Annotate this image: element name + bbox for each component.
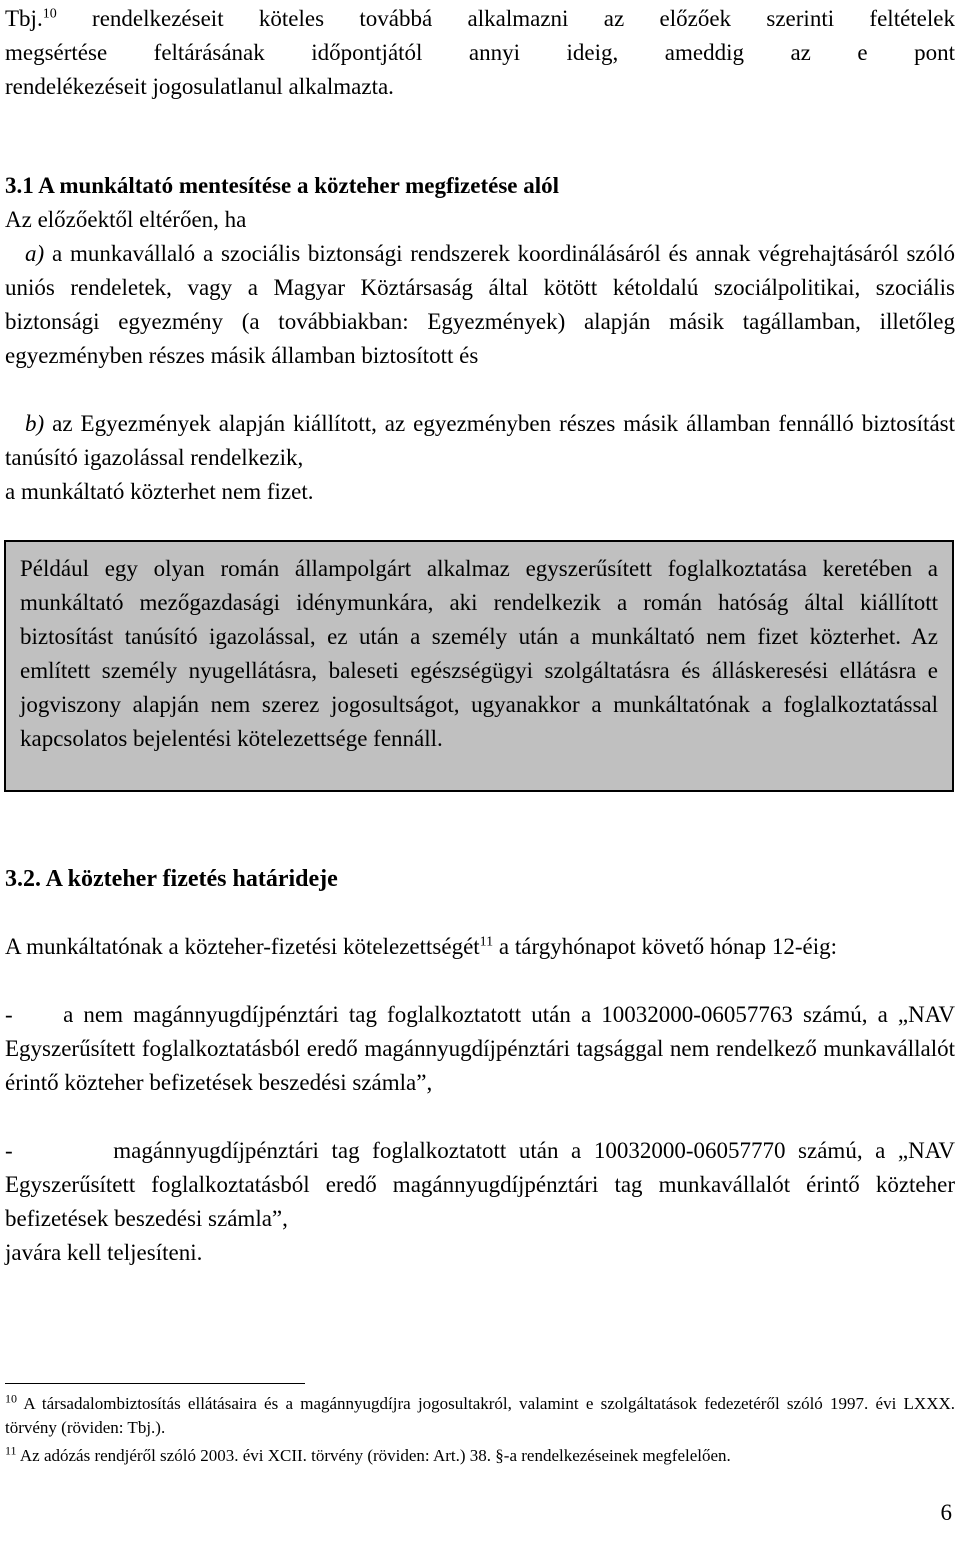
footnote-11-number: 11 bbox=[5, 1443, 17, 1458]
footnote-ref-11[interactable]: 11 bbox=[479, 934, 494, 950]
lead-text-after: a tárgyhónapot követő hónap 12-éig: bbox=[498, 934, 838, 959]
intro-line-3: rendelékezéseit jogosulatlanul alkalmazta. bbox=[5, 74, 394, 99]
section-3-2-item-2: - magánnyugdíjpénztári tag foglalkoztatott után a 10032000-06057770 számú, a „NAV Egyszerűsített foglalkoztatásból eredő magánnyugdíjpénztári tag munkavállalót érintő közteher befizetések beszedési számla”, bbox=[5, 1138, 955, 1231]
intro-line-1-text: rendelkezéseit köteles továbbá alkalmazni az előzőek szerinti feltételek bbox=[92, 6, 955, 31]
item-a-text: a munkavállaló a szociális biztonsági rendszerek koordinálásáról és annak végrehajtásáról szóló uniós rendeletek, vagy a Magyar Köztársaság által kötött kétoldalú szociálpolitikai, szociális biztonsági egyezmény (a továbbiakban: Egyezmények) alapján másik tagállamban, illetőleg egyezményben részes másik államban biztosított és bbox=[5, 241, 955, 368]
intro-prefix: Tbj. bbox=[5, 6, 43, 31]
section-3-1-item-b bbox=[5, 407, 955, 475]
footnote-divider bbox=[5, 1383, 305, 1384]
lead-text-before: A munkáltatónak a közteher-fizetési kötelezettségét bbox=[5, 934, 480, 959]
intro-line-2: megsértése feltárásának időpontjától annyi ideig, ameddig az e pont bbox=[5, 40, 955, 65]
section-3-1-conclusion: a munkáltató közterhet nem fizet. bbox=[5, 479, 314, 504]
example-callout-box bbox=[4, 540, 954, 792]
intro-line-1 bbox=[5, 2, 955, 36]
item-b-text: az Egyezmények alapján kiállított, az egyezményben részes másik államban fennálló biztosítást tanúsító igazolással rendelkezik, bbox=[5, 411, 955, 470]
section-3-2-lead bbox=[5, 930, 955, 964]
section-3-2-closing: javára kell teljesíteni. bbox=[5, 1240, 203, 1265]
footnote-ref-10[interactable]: 10 bbox=[42, 6, 57, 22]
section-3-2-heading: 3.2. A közteher fizetés határideje bbox=[5, 866, 338, 892]
section-3-2-item-1: - a nem magánnyugdíjpénztári tag foglalkoztatott után a 10032000-06057763 számú, a „NAV Egyszerűsített foglalkoztatásból eredő magánnyugdíjpénztári tagsággal nem rendelkező munkavállalót érintő közteher befizetések beszedési számla”, bbox=[5, 1002, 955, 1095]
footnote-10-number: 10 bbox=[5, 1391, 17, 1406]
section-3-1-lead: Az előzőektől eltérően, ha bbox=[5, 207, 247, 232]
example-callout-text: Például egy olyan román állampolgárt alkalmaz egyszerűsített foglalkoztatása keretében a munkáltató mezőgazdasági idénymunkára, aki rendelkezik a román hatóság által kiállított biztosítást tanúsító igazolással, ez után a személy után a munkáltató nem fizet közterhet. Az említett személy nyugellátásra, baleseti egészségügyi szolgáltatásra és álláskeresési ellátásra e jogviszony alapján nem szerez jogosultságot, ugyanakkor a munkáltatónak a foglalkoztatással kapcsolatos bejelentési kötelezettsége fennáll. bbox=[20, 556, 938, 751]
footnote-10-text: A társadalombiztosítás ellátásaira és a magánnyugdíjra jogosultakról, valamint e szolgáltatások fedezetéről szóló 1997. évi LXXX. törvény (röviden: Tbj.). bbox=[5, 1394, 956, 1437]
footnote-10 bbox=[5, 1392, 955, 1440]
footnote-11 bbox=[5, 1444, 955, 1468]
footnote-11-text: Az adózás rendjéről szóló 2003. évi XCII. törvény (röviden: Art.) 38. §-a rendelkezéseinek megfelelően. bbox=[19, 1446, 731, 1465]
item-b-marker: b) bbox=[25, 411, 45, 436]
page-number: 6 bbox=[940, 1500, 952, 1525]
intro-paragraph bbox=[5, 2, 955, 104]
section-3-1-heading: 3.1 A munkáltató mentesítése a közteher megfizetése alól bbox=[5, 173, 560, 198]
section-3-1-item-a bbox=[5, 237, 955, 373]
item-a-marker: a) bbox=[25, 241, 45, 266]
